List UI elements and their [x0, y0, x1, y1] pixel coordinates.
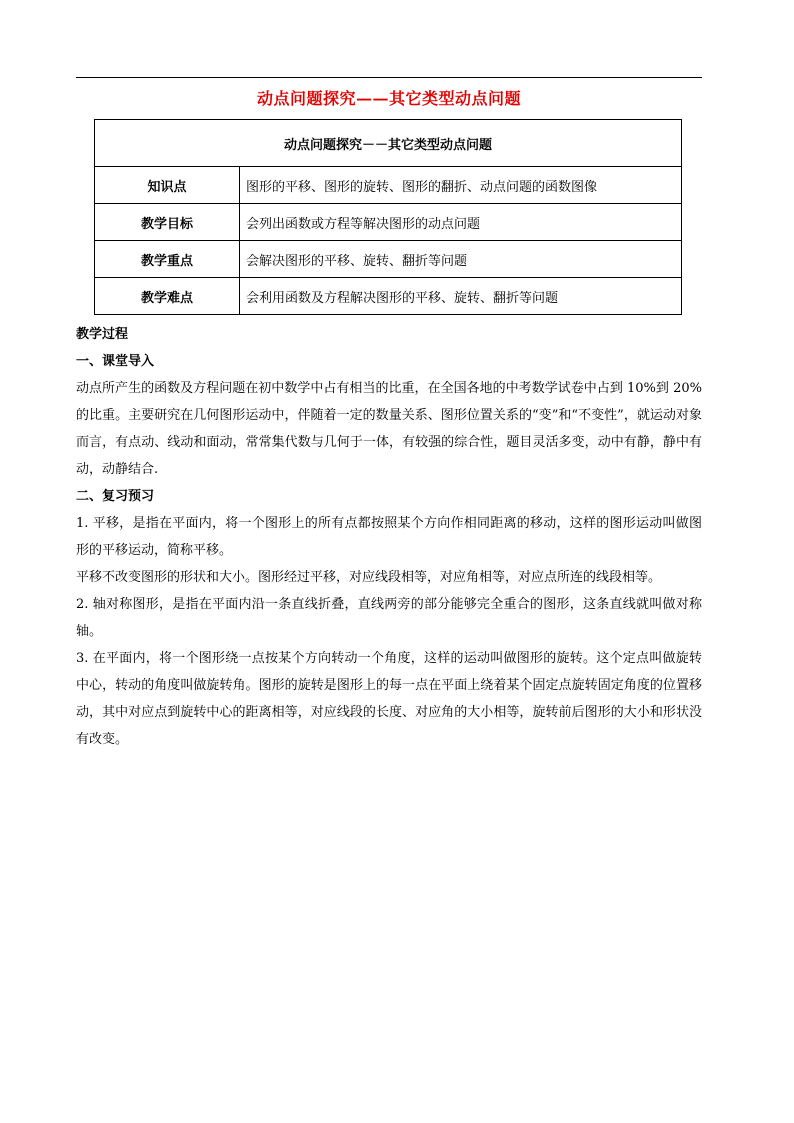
table-row	[95, 204, 682, 241]
table-header-row	[95, 120, 682, 167]
table-row	[95, 278, 682, 315]
header-rule	[76, 77, 702, 78]
translation-property-paragraph: 平移不改变图形的形状和大小。图形经过平移，对应线段相等，对应角相等，对应点所连的线段相等。	[76, 570, 662, 585]
rotation-paragraph: 3. 在平面内，将一个图形绕一点按某个方向转动一个角度，这样的运动叫做图形的旋转。这个定点叫做旋转中心，转动的角度叫做旋转角。图形的旋转是图形上的每一点在平面上绕着某个固定点旋转固定角度的位置移动，其中对应点到旋转中心的距离相等，对应线段的长度、对应角的大小相等，旋转前后图形的大小和形状没有改变。	[76, 651, 702, 747]
row-label-difficulty: 教学难点	[95, 278, 240, 315]
document-body	[76, 321, 702, 753]
section1-paragraph: 动点所产生的函数及方程问题在初中数学中占有相当的比重，在全国各地的中考数学试卷中占到 10%到 20%的比重。主要研究在几何图形运动中，伴随着一定的数量关系、图形位置关系的“变”和“不变性”，就运动对象而言，有点动、线动和面动，常常集代数与几何于一体，有较强的综合性，题目灵活多变，动中有静，静中有动，动静结合.	[76, 381, 702, 477]
section2-heading: 二、复习预习	[76, 489, 155, 504]
table-header: 动点问题探究－－其它类型动点问题	[95, 120, 682, 167]
row-label-goal: 教学目标	[95, 204, 240, 241]
row-value-goal: 会列出函数或方程等解决图形的动点问题	[240, 204, 682, 241]
table-row	[95, 241, 682, 278]
row-value-knowledge: 图形的平移、图形的旋转、图形的翻折、动点问题的函数图像	[240, 167, 682, 204]
process-heading: 教学过程	[76, 327, 129, 342]
lesson-info-table	[94, 119, 682, 315]
table-row	[95, 167, 682, 204]
row-label-knowledge: 知识点	[95, 167, 240, 204]
row-value-focus: 会解决图形的平移、旋转、翻折等问题	[240, 241, 682, 278]
translation-paragraph: 1. 平移，是指在平面内，将一个图形上的所有点都按照某个方向作相同距离的移动，这样的图形运动叫做图形的平移运动，简称平移。	[76, 516, 702, 558]
axis-symmetry-paragraph: 2. 轴对称图形，是指在平面内沿一条直线折叠，直线两旁的部分能够完全重合的图形，这条直线就叫做对称轴。	[76, 597, 702, 639]
row-label-focus: 教学重点	[95, 241, 240, 278]
section1-heading: 一、课堂导入	[76, 354, 155, 369]
document-title: 动点问题探究——其它类型动点问题	[256, 89, 521, 108]
row-value-difficulty: 会利用函数及方程解决图形的平移、旋转、翻折等问题	[240, 278, 682, 315]
